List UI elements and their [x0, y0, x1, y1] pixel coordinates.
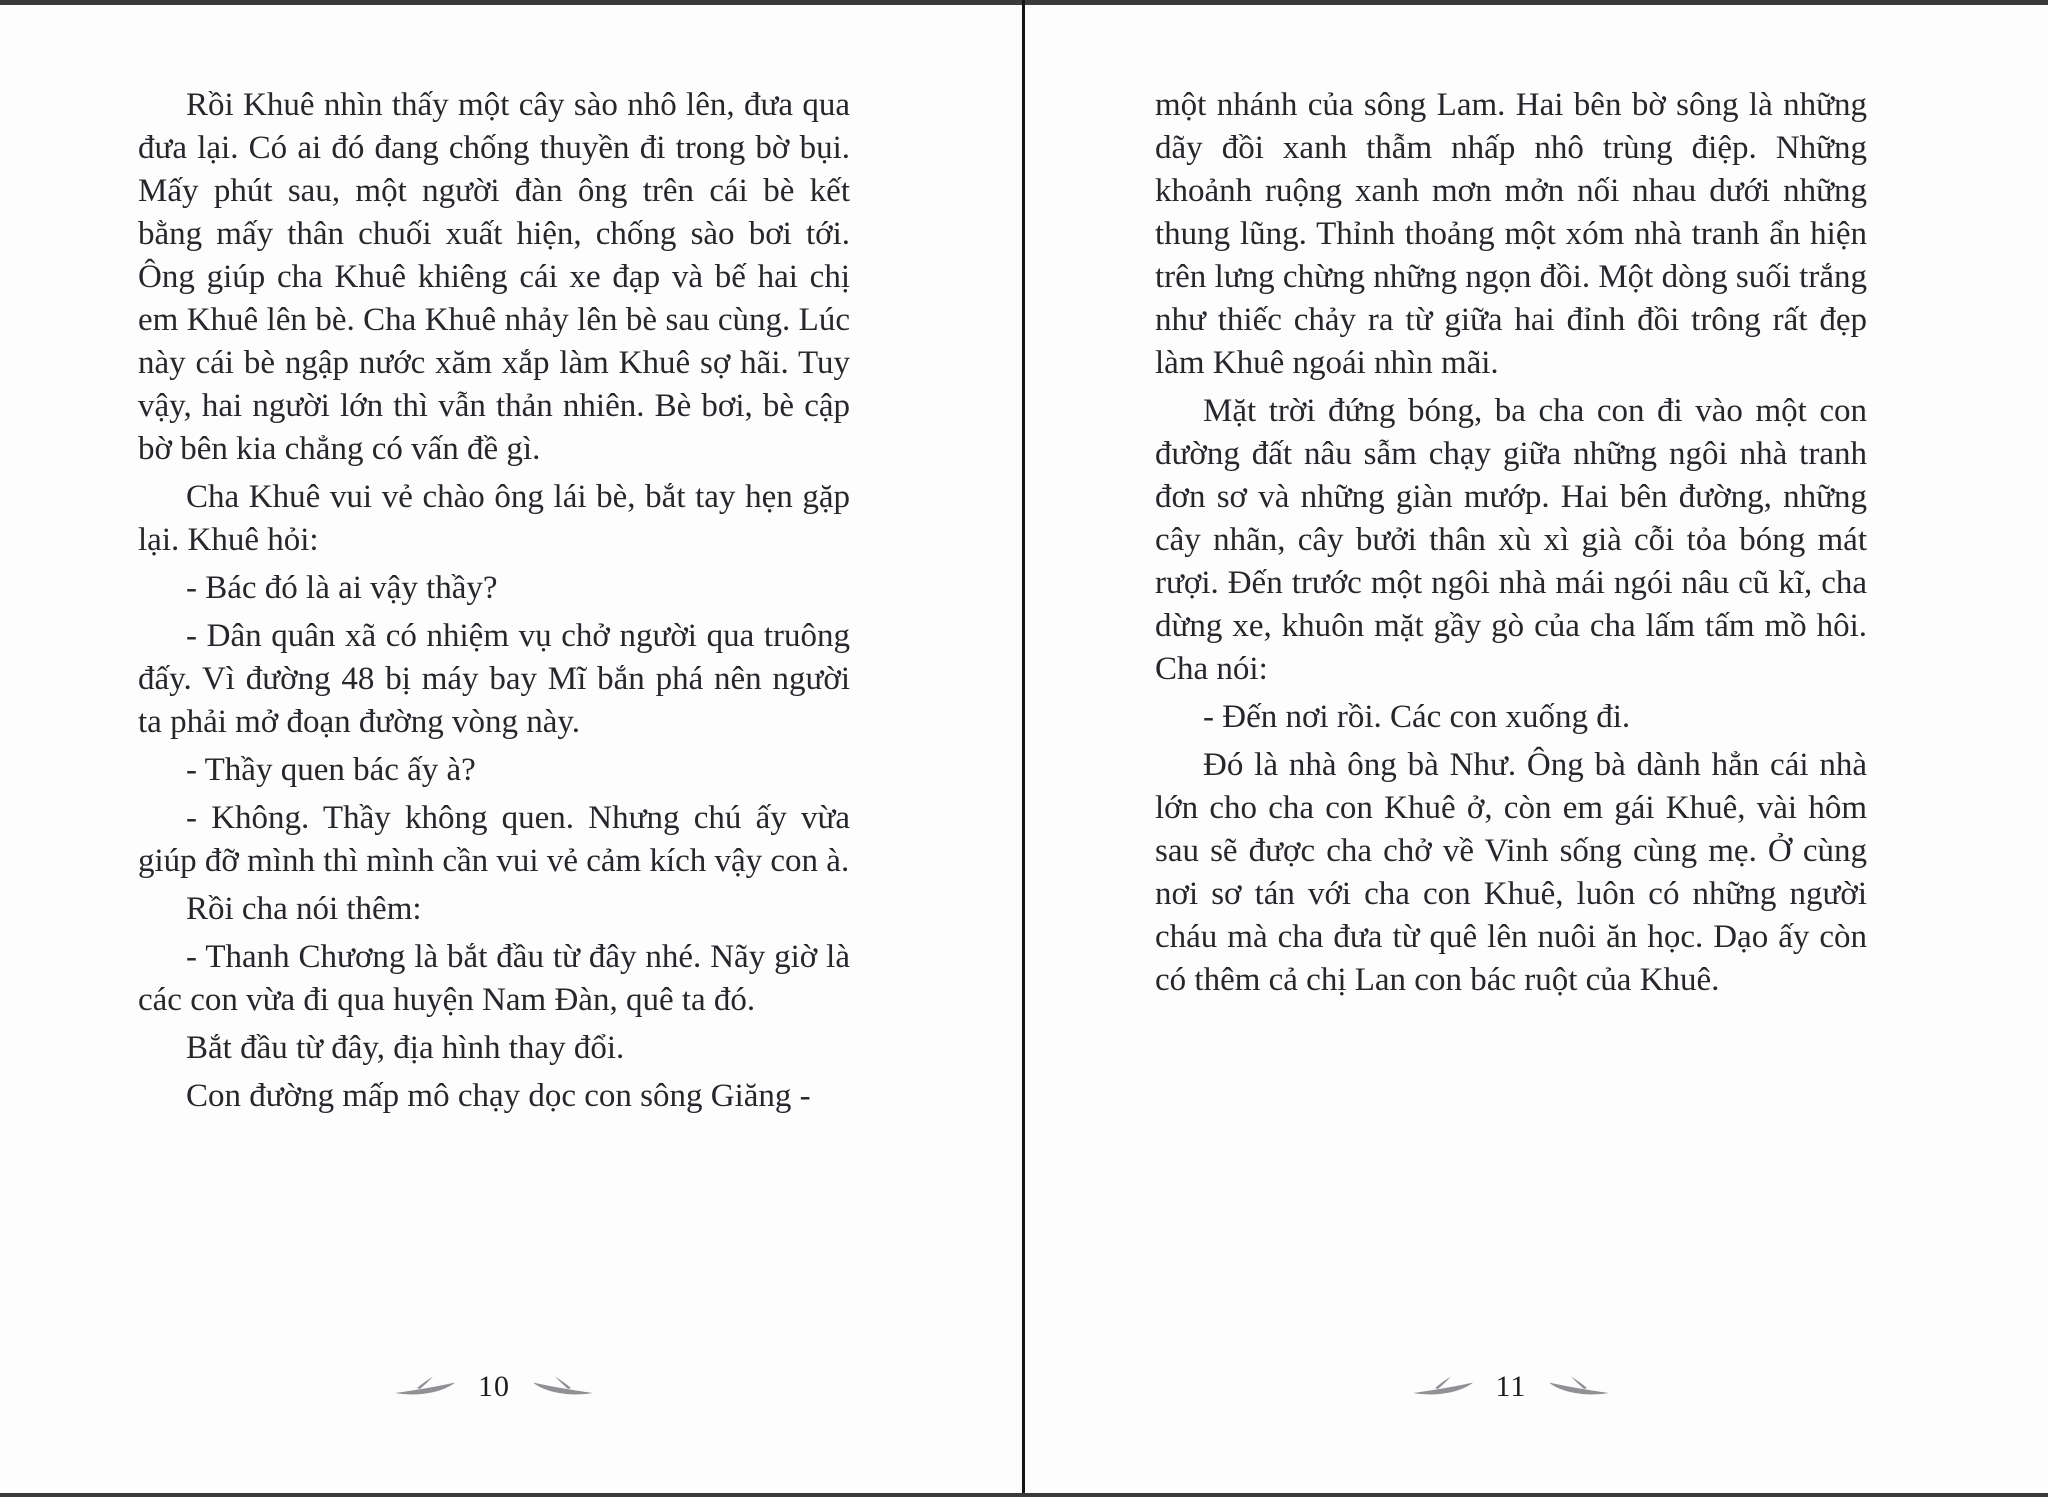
flourish-right-icon [1548, 1375, 1610, 1399]
flourish-right-icon [532, 1375, 594, 1399]
paragraph: Đó là nhà ông bà Như. Ông bà dành hẳn cái nhà lớn cho cha con Khuê ở, còn em gái Khuê, vài hôm sau sẽ được cha chở về Vinh sống cùng mẹ. Ở cùng nơi sơ tán với cha con Khuê, luôn có những người cháu mà cha đưa từ quê lên nuôi ăn học. Dạo ấy còn có thêm cả chị Lan con bác ruột của Khuê. [1155, 747, 1867, 998]
page-footer-right [1155, 1372, 1867, 1402]
paragraph: một nhánh của sông Lam. Hai bên bờ sông là những dãy đồi xanh thẫm nhấp nhô trùng điệp. Những khoảnh ruộng xanh mơn mởn nối nhau dưới những thung lũng. Thỉnh thoảng một xóm nhà tranh ẩn hiện trên lưng chừng những ngọn đồi. Một dòng suối trắng như thiếc chảy ra từ giữa hai đỉnh đồi trông rất đẹp làm Khuê ngoái nhìn mãi. [1155, 87, 1867, 381]
paragraph: Rồi Khuê nhìn thấy một cây sào nhô lên, đưa qua đưa lại. Có ai đó đang chống thuyền đi trong bờ bụi. Mấy phút sau, một người đàn ông trên cái bè kết bằng mấy thân chuối xuất hiện, chống sào bơi tới. Ông giúp cha Khuê khiêng cái xe đạp và bế hai chị em Khuê lên bè. Cha Khuê nhảy lên bè sau cùng. Lúc này cái bè ngập nước xăm xắp làm Khuê sợ hãi. Tuy vậy, hai người lớn thì vẫn thản nhiên. Bè bơi, bè cập bờ bên kia chẳng có vấn đề gì. [138, 87, 850, 467]
text-block-left [138, 84, 850, 1118]
paragraph-dialogue: - Bác đó là ai vậy thầy? [186, 570, 498, 606]
paragraph-dialogue: - Thanh Chương là bắt đầu từ đây nhé. Nãy giờ là các con vừa đi qua huyện Nam Đàn, quê ta đó. [138, 939, 850, 1018]
paragraph: Bắt đầu từ đây, địa hình thay đổi. [186, 1030, 625, 1066]
paragraph-dialogue: - Dân quân xã có nhiệm vụ chở người qua truông đấy. Vì đường 48 bị máy bay Mĩ bắn phá nên người ta phải mở đoạn đường vòng này. [138, 618, 850, 740]
page-number: 11 [1495, 1370, 1527, 1403]
text-block-right [1155, 84, 1867, 1002]
paragraph: Rồi cha nói thêm: [186, 891, 422, 927]
paragraph: Con đường mấp mô chạy dọc con sông Giăng - [186, 1078, 811, 1114]
paragraph: Cha Khuê vui vẻ chào ông lái bè, bắt tay hẹn gặp lại. Khuê hỏi: [138, 479, 850, 558]
flourish-left-icon [394, 1375, 456, 1399]
page-footer-left [138, 1372, 850, 1402]
page-number: 10 [478, 1370, 510, 1403]
paragraph: Mặt trời đứng bóng, ba cha con đi vào một con đường đất nâu sẫm chạy giữa những ngôi nhà tranh đơn sơ và những giàn mướp. Hai bên đường, những cây nhãn, cây bưởi thân xù xì già cỗi tỏa bóng mát rượi. Đến trước một ngôi nhà mái ngói nâu cũ kĩ, cha dừng xe, khuôn mặt gầy gò của cha lấm tấm mồ hôi. Cha nói: [1155, 393, 1867, 687]
flourish-left-icon [1412, 1375, 1474, 1399]
paragraph-dialogue: - Đến nơi rồi. Các con xuống đi. [1203, 699, 1631, 735]
paragraph-dialogue: - Thầy quen bác ấy à? [186, 752, 476, 788]
paragraph-dialogue: - Không. Thầy không quen. Nhưng chú ấy vừa giúp đỡ mình thì mình cần vui vẻ cảm kích vậy con à. [138, 800, 850, 879]
bottom-rule [0, 1493, 2048, 1497]
page-right [1024, 0, 2048, 1497]
